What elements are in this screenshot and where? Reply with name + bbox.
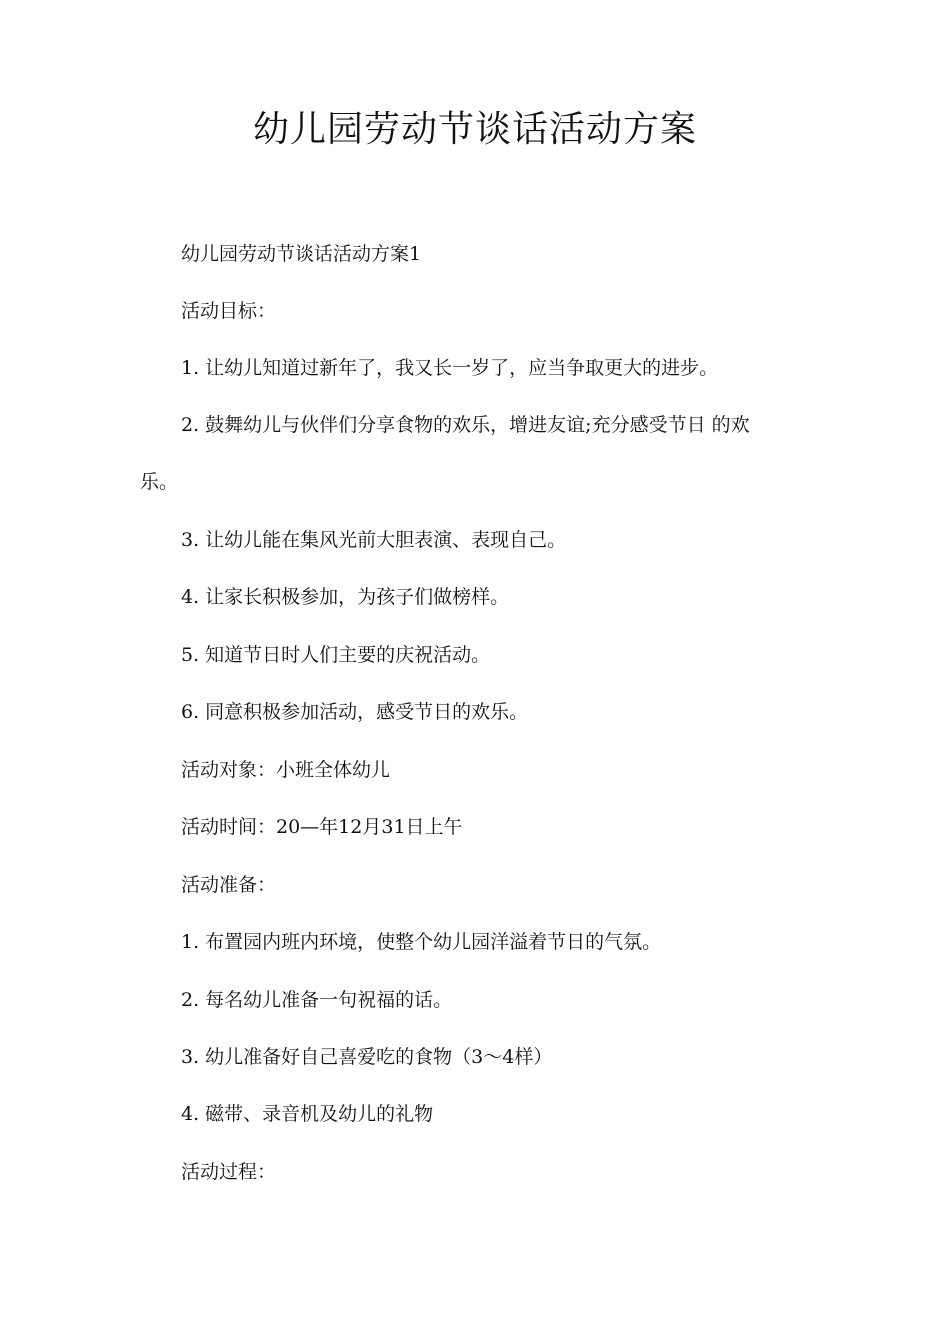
goal-item-4: 4. 让家长积极参加，为孩子们做榜样。 xyxy=(181,586,510,608)
prep-item-4: 4. 磁带、录音机及幼儿的礼物 xyxy=(181,1103,434,1125)
prep-item-2: 2. 每名幼儿准备一句祝福的话。 xyxy=(181,989,453,1011)
goal-item-6: 6. 同意积极参加活动，感受节日的欢乐。 xyxy=(181,701,529,723)
document-title: 幼儿园劳动节谈话活动方案 xyxy=(252,109,697,150)
goal-item-1: 1. 让幼儿知道过新年了，我又长一岁了，应当争取更大的进步。 xyxy=(181,357,719,379)
prep-label: 活动准备： xyxy=(181,874,277,896)
goal-item-3: 3. 让幼儿能在集风光前大胆表演、表现自己。 xyxy=(181,529,567,551)
goal-item-2: 2. 鼓舞幼儿与伙伴们分享食物的欢乐，增进友谊;充分感受节日 的欢 xyxy=(181,414,750,436)
prep-item-3: 3. 幼儿准备好自己喜爱吃的食物（3〜4样） xyxy=(181,1046,553,1068)
goals-label: 活动目标： xyxy=(181,300,277,322)
activity-time: 活动时间：20—年12月31日上午 xyxy=(181,816,463,838)
process-label: 活动过程： xyxy=(181,1161,277,1183)
section-heading: 幼儿园劳动节谈话活动方案1 xyxy=(181,243,422,265)
goal-item-2-continuation: 乐。 xyxy=(140,471,179,493)
prep-item-1: 1. 布置园内班内环境，使整个幼儿园洋溢着节日的气氛。 xyxy=(181,931,662,953)
activity-target: 活动对象：小班全体幼儿 xyxy=(181,759,391,781)
goal-item-5: 5. 知道节日时人们主要的庆祝活动。 xyxy=(181,644,491,666)
